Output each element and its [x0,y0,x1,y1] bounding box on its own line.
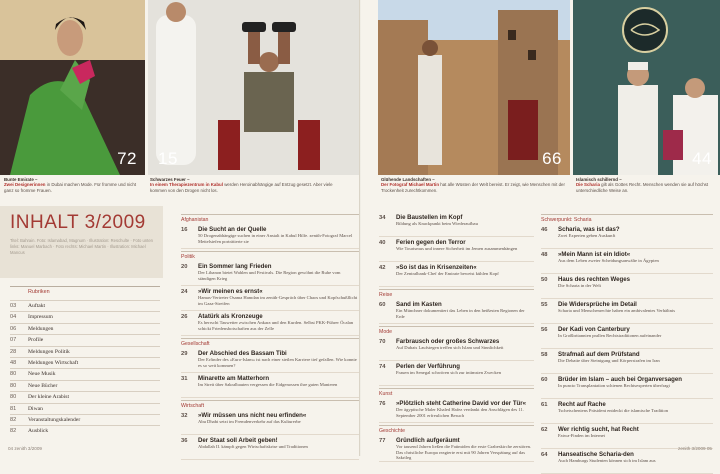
photo-caption [150,177,350,193]
page-number: 55 [541,302,548,308]
photo-caption [576,177,716,193]
toc-entry[interactable] [541,326,713,349]
rubrik-title: Impressum [28,314,53,321]
rubrik-title: Diwan [28,405,43,412]
toc-entry[interactable] [541,226,713,249]
page-number: 82 [10,416,17,423]
toc-entry[interactable] [379,400,534,423]
entry-description: Hamas-Vertreter Osama Hamdan im zenith-Gespräch über Chaos und Kopfschußflicht im Gaza-Streifen [198,295,358,306]
page-number: 40 [379,240,386,246]
section-heading: Geschichte [379,425,534,435]
page-number-badge: 72 [117,149,137,168]
caption-highlight: Die Scharia [576,182,600,188]
rubrik-row[interactable] [10,380,160,391]
rubriken-list [10,286,160,437]
page-number: 03 [10,303,17,309]
toc-entry[interactable] [541,351,713,374]
page-number: 48 [541,252,548,258]
rubrik-row[interactable] [10,368,160,379]
page-number: 04 [10,314,17,321]
entry-description: Es herrscht Tauwetter zwischen Ankara und den Kurden. Selbst PKK-Führer Öcalan schickt Friedensbotschaften aus der Zelle [198,320,354,331]
rubrik-title: Veranstaltungskalender [28,416,81,423]
entry-description: Scharia und Menschenrechte haben ein ambivalentes Verhältnis [558,308,676,314]
page-number: 50 [541,277,548,283]
entry-description: Auf Dubais Laufstegen treffen sich Islam und Sinnlichkeit [396,345,504,351]
rubrik-title: Ausblick [28,428,49,435]
rubrik-row[interactable] [10,346,160,357]
rubrik-title: Der kleine Arabist [28,394,70,401]
entry-title: Gründlich aufgeräumt [396,437,460,444]
entry-description: Zwei Experten geben Auskunft [558,233,616,239]
entry-title: Die Sucht an der Quelle [198,226,267,233]
entry-title: Strafmaß auf dem Prüfstand [558,351,640,358]
page-number: 06 [10,325,17,332]
section-heading: Kunst [379,388,534,398]
page-number: 34 [379,215,386,221]
toc-entry[interactable] [379,437,534,462]
page-number: 07 [10,337,17,344]
entry-description: Ein Münchner dokumentiert das Leben in den heißesten Regionen der Erde [396,308,525,319]
footer-right: zenith 3/2009 05 [678,446,712,451]
page-number: 80 [10,371,17,378]
toc-entry[interactable] [181,437,359,460]
page-number: 46 [541,227,548,233]
caption-title: Islamisch schillernd – [576,177,622,182]
page-number: 28 [10,348,17,355]
entry-description: Frauen im Senegal schwören sich zur intimsten Zwecken [396,370,501,376]
entry-title: »So ist das in Krisenzeiten« [396,264,477,271]
toc-entry[interactable] [541,276,713,299]
page-number: 58 [541,352,548,358]
entry-title: Haus des rechten Weges [558,276,631,283]
entry-title: Scharia, was ist das? [558,226,620,233]
page-number-badge: 15 [158,149,178,168]
page-number: 42 [379,265,386,271]
section-heading: Gesellschaft [181,338,359,348]
page-number: 48 [10,359,17,366]
toc-entry[interactable] [541,401,713,424]
section-heading: Afghanistan [181,214,359,224]
entry-description: Abu Dhabi setzt im Fremdenverkehr auf das Kulturerbe [198,419,301,425]
entry-title: Ein Sommer lang Frieden [198,263,272,270]
page-number: 60 [541,377,548,383]
entry-title: Der Staat soll Arbeit geben! [198,437,278,444]
section-heading: Mode [379,326,534,336]
kabul-photo-image [148,0,359,175]
entry-title: Ferien gegen den Terror [396,239,466,246]
page-number: 16 [181,227,188,233]
rubrik-title: Profile [28,337,44,344]
rubrik-row[interactable] [10,357,160,368]
caption-text: gilt als Gottes Recht. Menschen wenden sie auf höchst unterschiedliche Weise an. [576,182,709,193]
toc-column-2 [379,212,534,462]
photo-kabul [148,0,359,175]
page-number: 81 [10,405,17,412]
section-heading: Wirtschaft [181,400,359,410]
entry-title: Perlen der Verführung [396,363,460,370]
rubrik-title: Neue Musik [28,371,56,378]
toc-entry[interactable] [379,363,534,386]
page-number: 56 [541,327,548,333]
entry-description: Die Scharia in der Welt [558,283,601,289]
entry-description: Der Erfinder des »Euro-Islam« ist nach einer steilen Karriere tief gefallen. Wie konnte es so weit kommen? [198,357,357,368]
entry-description: Der Libanon bietet Wahlen und Festivals. Die Region gewöhnt die Ruhe vom ständigen Krieg [198,270,341,281]
entry-title: Minarette am Matterhorn [198,375,270,382]
toc-entry[interactable] [181,263,359,286]
entry-title: »Plötzlich steht Catherine David vor der Tür« [396,400,527,407]
rubrik-row[interactable] [10,334,160,345]
caption-text: in Dubai machen Mode. Für fromme und nicht ganz so fromme Frauen. [4,182,137,193]
rubrik-title: Meldungen [28,325,54,332]
page-number-badge: 44 [692,149,712,168]
page-title: INHALT 3/2009 [10,212,146,233]
rubrik-title: Auftakt [28,303,46,309]
page-number: 20 [181,264,188,270]
toc-entry[interactable] [181,350,359,373]
rubrik-title: Meldungen Wirtschaft [28,359,79,366]
page-number: 77 [379,438,386,444]
caption-highlight: Zwei Designerinnen [4,182,46,188]
entry-title: »Wir müssen uns nicht neu erfinden« [198,412,307,419]
toc-entry[interactable] [541,251,713,274]
caption-text: werden Heroinabhängige auf Entzug gesetzt. Aber viele kommen von den Drogen nicht los. [150,182,333,193]
entry-title: Die Baustellen im Kopf [396,214,463,221]
rubrik-title: Meldungen Politik [28,348,70,355]
entry-title: Die Widersprüche im Detail [558,301,637,308]
rubrik-row[interactable] [10,300,160,311]
photo-desert [378,0,570,175]
entry-title: Sand im Kasten [396,301,442,308]
toc-entry[interactable] [181,288,359,311]
entry-title: »Wir meinen es ernst« [198,288,263,295]
entry-description: Tschetscheniens Präsident entdeckt die islamische Tradition [558,408,669,414]
entry-title: Recht auf Rache [558,401,606,408]
entry-description: Bildung als Knackpunkt beim Wiederaufbau [396,221,478,227]
entry-title: Der Kadi von Canterbury [558,326,630,333]
entry-description: Der ägyptische Maler Khaled Hafez verdankt den Anschlägen des 11. September 2001 erfreulichen Besuch [396,407,524,418]
entry-title: Atatürk als Kronzeuge [198,313,263,320]
toc-entry[interactable] [379,214,534,237]
toc-entry[interactable] [541,451,713,474]
photo-fashion [0,0,145,175]
toc-entry[interactable] [181,412,359,435]
caption-title: Glühende Landschaften – [381,177,435,182]
page-number: 36 [181,438,188,444]
page-number: 24 [181,289,188,295]
toc-column-3 [541,212,713,474]
caption-highlight: Der Fotograf Michael Martin [381,182,440,188]
page-number: 80 [10,382,17,389]
rubrik-row[interactable] [10,414,160,425]
entry-title: Farbrausch oder großes Schwarzes [396,338,500,345]
page-number: 29 [181,351,188,357]
toc-entry[interactable] [181,375,359,398]
entry-description: Der Zentralbank-Chef der Emirate beweist kühlen Kopf [396,271,499,277]
rubrik-row[interactable] [10,311,160,322]
entry-description: Fatwa-Finden im Internet [558,433,605,439]
rubrik-title: Neue Bücher [28,382,58,389]
photo-caption [381,177,567,193]
entry-description: Vor tausend Jahren ließen die Fatimiden die erste Grabeskirche zerstören. Das christliche Europa reagierte erst mit 90 Jahren Verspätung auf das Sakrileg [396,444,532,461]
photo-caption [4,177,142,193]
toc-entry[interactable] [379,301,534,324]
toc-entry[interactable] [379,239,534,262]
entry-title: Brüder im Islam – auch bei Organversagen [558,376,682,383]
entry-description: 50 Drogenabhängige suchen in einer Anstalt in Kabul Hilfe. zenith-Fotograf Marcel Mettelsiefen porträtierte sie [198,233,353,244]
page-number: 82 [10,428,17,435]
page-number: 80 [10,394,17,401]
caption-text: hat alle Wüsten der Welt bereist. Er zeigt, wie Menschen mit der Trockenheit zurechtkommen. [381,182,565,193]
entry-title: Hanseatische Scharia-den [558,451,634,458]
rubriken-heading: Rubriken [10,286,160,300]
page-number: 61 [541,402,548,408]
caption-highlight: In einem Therapiezentrum in Kabul [150,182,223,188]
page-number: 76 [379,401,386,407]
toc-entry[interactable] [541,301,713,324]
caption-title: Schwarzes Feuer – [150,177,190,182]
page-number: 32 [181,413,188,419]
rubrik-row[interactable] [10,425,160,436]
page-number: 26 [181,314,188,320]
entry-title: Wer richtig sucht, hat Recht [558,426,639,433]
rubrik-row[interactable] [10,391,160,402]
toc-entry[interactable] [541,376,713,399]
entry-description: Im Streit über Sakralbauten vergessen die Eidgenossen ihre guten Manieren [198,382,338,388]
entry-title: Der Abschied des Bassam Tibi [198,350,287,357]
page-number: 31 [181,376,188,382]
photo-scharia [573,0,720,175]
toc-entry[interactable] [379,264,534,287]
section-heading: Schwerpunkt: Scharia [541,214,713,224]
toc-entry[interactable] [181,313,359,336]
entry-description: Auch Hamburgs Studenten können sich im Islam aus [558,458,656,464]
entry-description: In Großbritannien prallen Rechtstraditionen aufeinander [558,333,662,339]
entry-description: Aus dem Leben zweier Scheidungsanwälte in Ägypten [558,258,659,264]
page-number: 64 [541,452,548,458]
page-number: 74 [379,364,386,370]
section-heading: Politik [181,251,359,261]
page-number: 62 [541,427,548,433]
rubrik-row[interactable] [10,323,160,334]
entry-description: Die Debatte über Steinigung und Körperstrafen im Iran [558,358,660,364]
toc-entry[interactable] [379,338,534,361]
entry-description: Wie Tourismus und innere Sicherheit im Jemen zusammenhängen [396,246,518,252]
page-number: 70 [379,339,386,345]
page-number-badge: 66 [542,149,562,168]
caption-title: Bunte Emirate – [4,177,38,182]
footer-left: 04 zenith 3/2009 [8,446,42,451]
entry-title: »Mein Mann ist ein Idiot« [558,251,631,258]
toc-entry[interactable] [181,226,359,249]
page-number: 60 [379,302,386,308]
photo-credits: Titel: Bahrain. Foto: Islamabad, Magnum · Illustration: Reschulte · Foto unten links: Manuel Marbach · Foto rechts: Michael Martin · Illustration: Michael Mancus [10,238,153,256]
entry-description: In puncto Transplantation schienen Rechtsexperten überfragt [558,383,670,389]
toc-column-1 [181,212,359,460]
entry-description: Abdallah II. kämpft gegen Wirtschaftskrise und Traditionen [198,444,308,450]
page-spine [359,0,361,456]
section-heading: Reise [379,289,534,299]
rubrik-row[interactable] [10,403,160,414]
